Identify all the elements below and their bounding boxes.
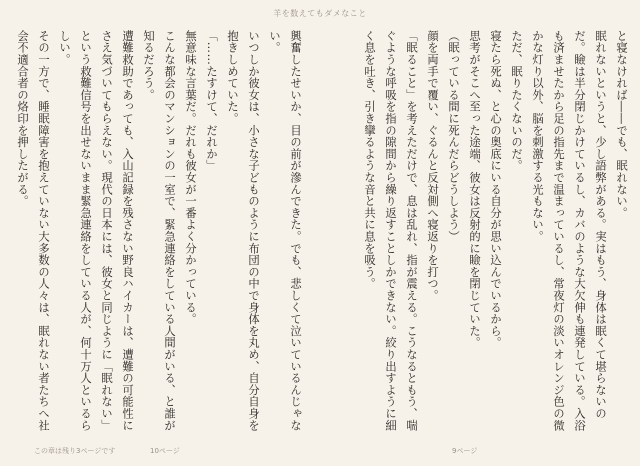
paragraph: 興奮したせいか、目の前が滲んできた。でも、悲しくて泣いているんじゃない。 [268, 30, 302, 432]
paragraph: その一方で、睡眠障害を抱えていない大多数の人々は、眠れない者たちへ社会不適合者の烙印を押したがる。 [16, 30, 50, 432]
paragraph: と寝なければ――でも、眠れない。 [615, 30, 628, 219]
paragraph: 寝たら死ぬ、と心の奥底にいる自分が思い込んでいるから。 [489, 30, 502, 349]
right-page-text[interactable] [350, 30, 632, 440]
right-page-number: 9ページ [452, 447, 478, 455]
paragraph: こんな都会のマンションの一室で、緊急連絡をしている人間がいる、と誰が知るだろう。 [142, 30, 176, 432]
paragraph: 「眠ること」を考えただけで、息は乱れ、指が震える。こうなるともう、喘ぐような呼吸を指の隙間から繰り返すことしかできない。絞り出すように細く息を吐き、引き攣るような音と共に息を吸う。 [363, 30, 418, 432]
paragraph: 思考がそこへ至った途端、彼女は反射的に瞼を閉じていた。 [468, 30, 481, 349]
paragraph: 眠れないというと、少し語弊がある。実はもう、身体は眠くて堪らないのだ。瞼は半分閉じかけているし、カバのような大欠伸も連発している。入浴も済ませたから足の指先まで温まっているし、常夜灯の淡いオレンジ色の微かな灯り以外、脳を刺激する光もない。 [531, 30, 607, 432]
paragraph: 「……たすけて、だれか」 [205, 30, 218, 172]
left-page-number: 10ページ [150, 447, 180, 455]
paragraph: 顔を両手で覆い、ぐるんと反対側へ寝返りを打つ。 [426, 30, 439, 302]
paragraph: いつしか彼女は、小さな子どものように布団の中で身体を丸め、自分自身を抱きしめていた。 [226, 30, 260, 432]
paragraph: （眠っている間に死んだらどうしよう） [447, 30, 460, 243]
chapter-remaining-pages: この章は残り3ページです [34, 447, 116, 455]
paragraph: 遭難救助であっても、入山記録を残さない野良ハイカーは、遭難の可能性にさえ気づいてもらえない。現代の日本には、彼女と同じように「眠れない」という救難信号を出せないまま緊急連絡をしている人が、何十万人といるらしい。 [58, 30, 134, 432]
book-title: 羊を数えてもダメなこと [273, 9, 367, 18]
paragraph: 無意味な言葉だ。だれも彼女が一番よく分かっている。 [184, 30, 197, 325]
left-page-text[interactable] [16, 30, 306, 440]
paragraph: ただ、眠りたくないのだ。 [510, 30, 523, 172]
